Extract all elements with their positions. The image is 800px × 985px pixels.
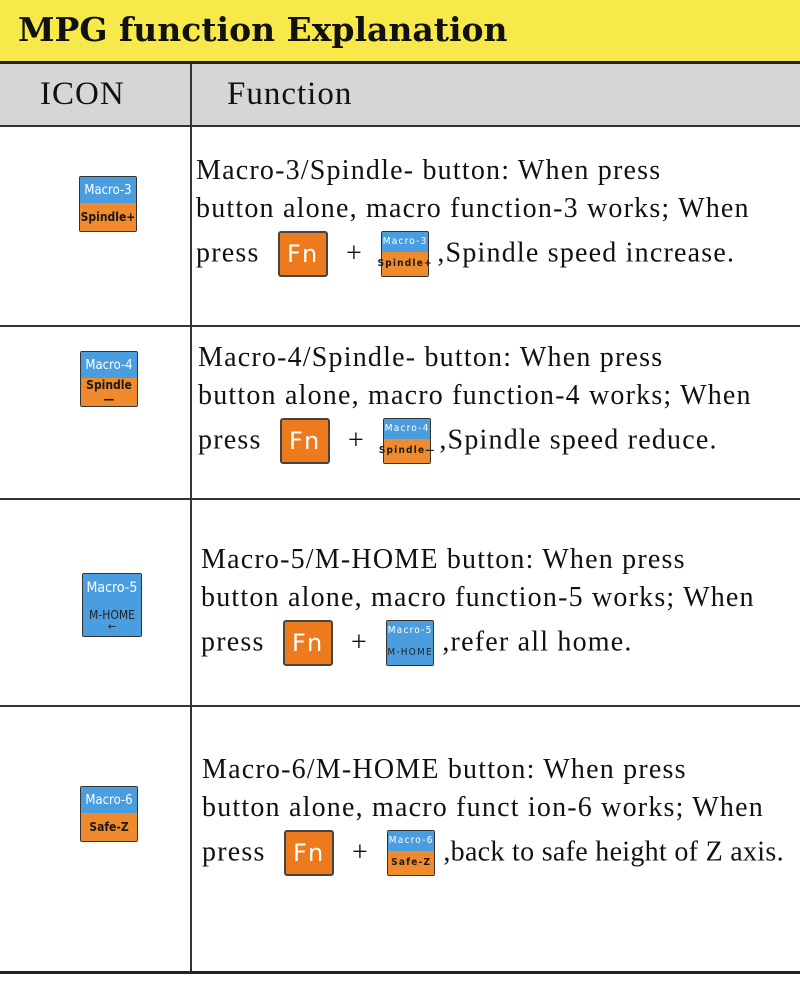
table-header — [0, 64, 800, 127]
row-divider — [0, 325, 800, 327]
key-top-label: Macro-4 — [384, 419, 430, 439]
key-top-label: Macro-3 — [80, 177, 136, 203]
plus-sign: + — [350, 626, 368, 658]
key-top-label: Macro-6 — [388, 831, 434, 851]
row-description — [198, 339, 752, 463]
plus-sign: + — [351, 836, 369, 868]
plus-sign: + — [347, 424, 365, 456]
table-row — [82, 573, 142, 637]
key-top-label: Macro-4 — [81, 352, 137, 378]
result-text: ,back to safe height of Z axis. — [443, 836, 784, 868]
key-bottom-label: Safe-Z — [388, 851, 434, 875]
key-bottom-label: Spindle— — [81, 378, 137, 406]
description-line: Macro-6/M-HOME button: When press — [202, 754, 687, 785]
table-row — [80, 351, 138, 407]
key-top-label: Macro-3 — [382, 232, 428, 252]
fn-key-icon: Fn — [280, 418, 330, 464]
function-column-header: Function — [227, 76, 353, 112]
description-line — [202, 827, 784, 875]
fn-key-icon: Fn — [284, 830, 334, 876]
fn-key-icon: Fn — [278, 231, 328, 277]
result-text: ,Spindle speed reduce. — [439, 424, 718, 456]
description-line: button alone, macro function-3 works; When — [196, 193, 750, 224]
description-line — [198, 415, 752, 463]
press-text: press — [198, 424, 262, 456]
key-top-label: Macro-6 — [81, 787, 137, 813]
macro-4-spindle-minus-key-icon — [378, 418, 436, 464]
macro-3-spindle-plus-key-icon — [79, 176, 137, 232]
column-divider — [190, 64, 192, 974]
description-line: button alone, macro funct ion-6 works; When — [202, 792, 764, 823]
icon-column-header: ICON — [40, 76, 125, 112]
table-bottom-border — [0, 971, 800, 974]
key-top-label: Macro-5 — [83, 574, 141, 602]
title-bar — [0, 0, 800, 64]
key-top-label: Macro-5 — [387, 621, 433, 641]
press-text: press — [201, 626, 265, 658]
fn-key-icon: Fn — [283, 620, 333, 666]
key-bottom-label: M-HOME — [89, 607, 135, 622]
table-row — [80, 786, 138, 842]
press-text: press — [202, 836, 266, 868]
macro-5-m-home-key-icon — [386, 620, 434, 666]
description-line — [196, 228, 750, 276]
description-line: button alone, macro function-5 works; When — [201, 582, 755, 613]
table-row — [79, 176, 137, 232]
page-title: MPG function Explanation — [18, 10, 508, 49]
key-bottom-label: Safe-Z — [81, 813, 137, 841]
macro-4-spindle-minus-key-icon — [80, 351, 138, 407]
description-line: Macro-3/Spindle- button: When press — [196, 155, 662, 186]
macro-6-safe-z-key-icon — [387, 830, 435, 876]
key-bottom-label: Spindle+ — [382, 252, 428, 276]
plus-sign: + — [345, 237, 363, 269]
key-bottom-label: M-HOME — [387, 641, 433, 665]
key-bottom-area — [83, 602, 141, 636]
macro-5-m-home-key-icon — [82, 573, 142, 637]
key-bottom-label: Spindle— — [384, 439, 430, 463]
macro-6-safe-z-key-icon — [80, 786, 138, 842]
row-description — [196, 152, 750, 276]
result-text: ,refer all home. — [442, 626, 633, 658]
row-divider — [0, 705, 800, 707]
description-line — [201, 617, 755, 665]
description-line: Macro-4/Spindle- button: When press — [198, 342, 664, 373]
description-line: button alone, macro function-4 works; When — [198, 380, 752, 411]
row-divider — [0, 498, 800, 500]
key-bottom-label: Spindle+ — [80, 203, 136, 231]
left-arrow-icon: ← — [107, 619, 117, 633]
result-text: ,Spindle speed increase. — [437, 237, 736, 269]
row-description — [201, 541, 755, 665]
macro-3-spindle-plus-key-icon — [377, 231, 433, 277]
press-text: press — [196, 237, 260, 269]
description-line: Macro-5/M-HOME button: When press — [201, 544, 686, 575]
row-description — [202, 751, 784, 875]
